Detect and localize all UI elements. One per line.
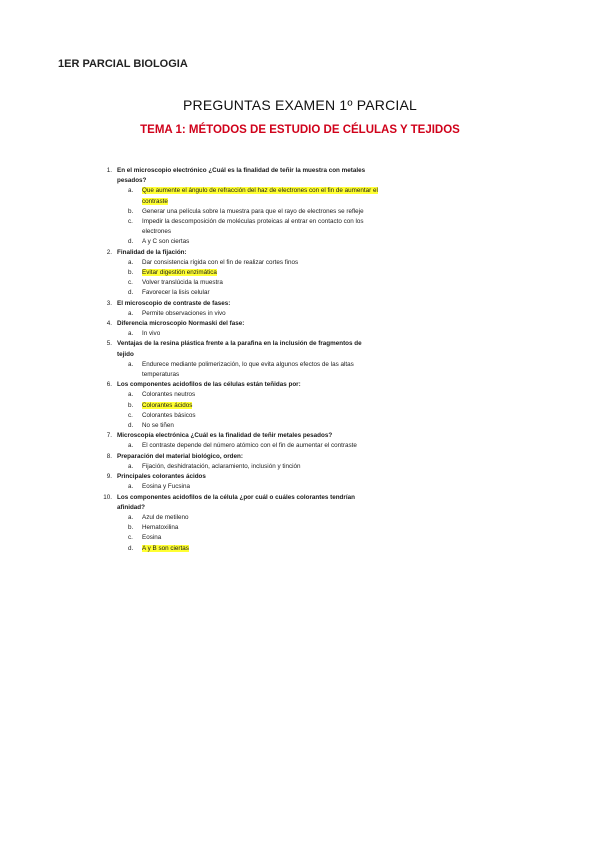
option-text — [142, 533, 378, 543]
option-text — [142, 401, 378, 411]
option-text — [142, 523, 378, 533]
option-label: No se tiñen — [142, 422, 174, 430]
answer-option — [98, 462, 378, 472]
highlighted-answer: Que aumente el ángulo de refracción del haz de electrones con el fin de aumentar el contraste — [142, 187, 378, 205]
option-letter: a. — [128, 360, 134, 368]
option-label: El contraste depende del número atómico con el fin de aumentar el contraste — [142, 442, 357, 450]
answer-option — [98, 411, 378, 421]
question-text: Diferencia microscopio Normaski del fase: — [117, 320, 245, 328]
option-letter: a. — [128, 391, 134, 399]
option-label: Favorecer la lisis celular — [142, 289, 210, 297]
answer-option — [98, 401, 378, 411]
question-item — [98, 452, 378, 462]
option-text — [142, 329, 378, 339]
option-letter: a. — [128, 258, 134, 266]
question-item — [98, 493, 378, 513]
question-item — [98, 299, 378, 309]
option-letter: a. — [128, 462, 134, 470]
answer-option — [98, 441, 378, 451]
answer-option — [98, 513, 378, 523]
answer-option — [98, 360, 378, 380]
option-label: Impedir la descomposición de moléculas proteicas al entrar en contacto con los electrones — [142, 218, 364, 236]
answer-option — [98, 186, 378, 206]
option-letter: d. — [128, 422, 134, 430]
option-text — [142, 186, 378, 206]
question-item — [98, 248, 378, 258]
question-number: 6. — [106, 381, 112, 389]
question-number: 5. — [106, 340, 112, 348]
option-text — [142, 288, 378, 298]
option-letter: b. — [128, 269, 134, 277]
option-letter: d. — [128, 238, 134, 246]
question-text: Los componentes acidofilos de las células están teñidas por: — [117, 381, 301, 389]
option-text — [142, 482, 378, 492]
highlighted-answer: Colorantes ácidos — [142, 401, 193, 409]
question-item — [98, 431, 378, 441]
option-text — [142, 258, 378, 268]
question-text: Principales colorantes ácidos — [117, 473, 206, 481]
question-number: 3. — [106, 299, 112, 307]
question-text: Microscopía electrónica ¿Cuál es la finalidad de teñir metales pesados? — [117, 432, 333, 440]
option-letter: c. — [128, 411, 133, 419]
option-text — [142, 513, 378, 523]
answer-option — [98, 258, 378, 268]
question-text: Ventajas de la resina plástica frente a la parafina en la inclusión de fragmentos de tejido — [117, 340, 362, 358]
question-number: 10. — [103, 493, 112, 501]
option-letter: a. — [128, 513, 134, 521]
answer-option — [98, 482, 378, 492]
option-letter: b. — [128, 524, 134, 532]
option-text — [142, 441, 378, 451]
answer-option — [98, 533, 378, 543]
answer-option — [98, 288, 378, 298]
question-item — [98, 380, 378, 390]
document-header: 1ER PARCIAL BIOLOGIA — [58, 58, 188, 70]
question-number: 1. — [106, 167, 112, 174]
option-text — [142, 217, 378, 237]
answer-option — [98, 217, 378, 237]
option-text — [142, 268, 378, 278]
question-number: 9. — [106, 473, 112, 481]
option-letter: c. — [128, 279, 133, 287]
option-letter: d. — [128, 289, 134, 297]
option-text — [142, 309, 378, 319]
question-item — [98, 339, 378, 359]
answer-option — [98, 421, 378, 431]
question-number: 2. — [106, 248, 112, 256]
answer-option — [98, 523, 378, 533]
answer-option — [98, 237, 378, 247]
option-text — [142, 390, 378, 400]
option-label: A y C son ciertas — [142, 238, 190, 246]
answer-option — [98, 268, 378, 278]
question-text: En el microscopio electrónico ¿Cuál es la finalidad de teñir la muestra con metales pesados? — [117, 167, 366, 185]
answer-option — [98, 329, 378, 339]
option-label: Permite observaciones in vivo — [142, 309, 226, 317]
option-label: Colorantes neutros — [142, 391, 196, 399]
answer-option — [98, 278, 378, 288]
option-letter: a. — [128, 442, 134, 450]
option-text — [142, 411, 378, 421]
question-number: 8. — [106, 452, 112, 460]
option-text — [142, 237, 378, 247]
answer-option — [98, 309, 378, 319]
option-letter: a. — [128, 187, 134, 195]
question-item — [98, 166, 378, 186]
question-text: Preparación del material biológico, orden: — [117, 452, 243, 460]
page-title: PREGUNTAS EXAMEN 1º PARCIAL — [182, 97, 418, 113]
question-number: 4. — [106, 320, 112, 328]
answer-option — [98, 207, 378, 217]
highlighted-answer: A y B son ciertas — [142, 544, 189, 552]
option-letter: a. — [128, 330, 134, 338]
highlighted-answer: Evitar digestión enzimática — [142, 269, 217, 277]
option-label: Hematoxilina — [142, 524, 179, 532]
option-label: In vivo — [142, 330, 161, 338]
option-letter: a. — [128, 483, 134, 491]
question-item — [98, 472, 378, 482]
option-label: Azul de metileno — [142, 513, 189, 521]
option-text — [142, 544, 378, 554]
option-text — [142, 421, 378, 431]
option-text — [142, 360, 378, 380]
option-letter: b. — [128, 207, 134, 215]
option-text — [142, 462, 378, 472]
option-text — [142, 207, 378, 217]
option-label: Dar consistencia rígida con el fin de realizar cortes finos — [142, 258, 299, 266]
option-letter: b. — [128, 401, 134, 409]
option-label: Colorantes básicos — [142, 411, 196, 419]
option-letter: c. — [128, 534, 133, 542]
question-list — [98, 166, 378, 554]
option-label: Eosina — [142, 534, 162, 542]
answer-option — [98, 390, 378, 400]
option-text — [142, 278, 378, 288]
option-letter: c. — [128, 218, 133, 226]
section-title: TEMA 1: MÉTODOS DE ESTUDIO DE CÉLULAS Y TEJIDOS — [140, 124, 460, 136]
answer-option — [98, 544, 378, 554]
question-number: 7. — [106, 432, 112, 440]
option-label: Endurece mediante polimerización, lo que evita algunos efectos de las altas temperaturas — [142, 360, 354, 379]
option-letter: d. — [128, 544, 134, 552]
option-label: Fijación, deshidratación, aclaramiento, inclusión y tinción — [142, 462, 301, 470]
option-label: Generar una película sobre la muestra para que el rayo de electrones se refleje — [142, 207, 364, 215]
question-text: Los componentes acidofilos de la célula ¿por cuál o cuáles colorantes tendrían afinidad? — [117, 493, 355, 511]
question-text: Finalidad de la fijación: — [117, 248, 187, 256]
option-label: Volver translúcida la muestra — [142, 279, 223, 287]
option-letter: a. — [128, 309, 134, 317]
question-item — [98, 319, 378, 329]
question-text: El microscopio de contraste de fases: — [117, 299, 231, 307]
option-label: Eosina y Fucsina — [142, 483, 190, 491]
